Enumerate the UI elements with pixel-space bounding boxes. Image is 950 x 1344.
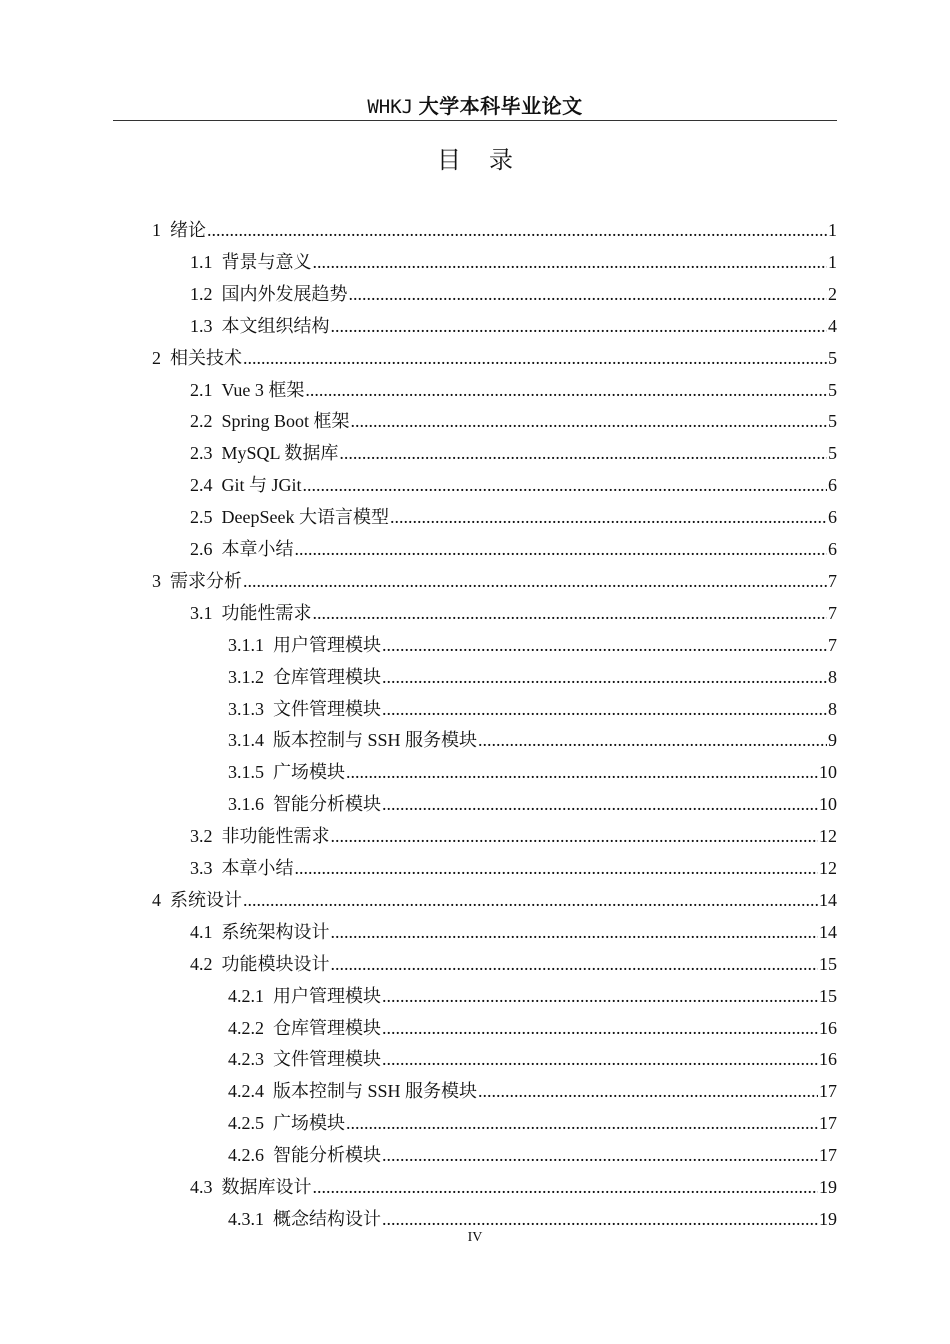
toc-entry-page: 12 [819, 826, 837, 847]
toc-entry-title: 需求分析 [170, 570, 242, 591]
toc-entry[interactable] [228, 788, 837, 820]
toc-entry[interactable] [228, 693, 837, 725]
toc-dot-leader [243, 884, 818, 916]
toc-entry-title: 功能性需求 [221, 602, 312, 623]
toc-entry-number: 1.2 [190, 283, 213, 304]
toc-entry-title: Spring Boot 框架 [221, 411, 350, 432]
toc-entry-page: 14 [819, 889, 837, 910]
toc-entry-number: 3.1.4 [228, 730, 264, 751]
toc-entry-number: 2.3 [190, 443, 213, 464]
toc-entry-page: 4 [828, 315, 837, 336]
toc-entry-title: 本文组织结构 [221, 315, 330, 336]
toc-entry[interactable] [190, 246, 837, 278]
toc-entry-page: 15 [819, 985, 837, 1006]
toc-entry-title: 本章小结 [221, 539, 294, 559]
toc-entry-page: 8 [828, 698, 837, 719]
toc-entry[interactable] [228, 980, 837, 1012]
toc-dot-leader [331, 310, 828, 342]
toc-dot-leader [243, 342, 827, 374]
toc-entry[interactable] [190, 501, 837, 533]
toc-entry-title: 本章小结 [221, 858, 294, 878]
toc-entry-page: 10 [819, 762, 837, 783]
toc-entry-number: 2.4 [190, 475, 213, 496]
toc-entry-number: 4.2.3 [228, 1049, 264, 1070]
toc-entry[interactable] [190, 597, 837, 629]
toc-entry-page: 7 [828, 602, 837, 623]
toc-entry[interactable] [228, 629, 837, 661]
toc-entry-page: 12 [819, 858, 837, 878]
toc-dot-leader [295, 852, 819, 884]
header-thesis-title: 大学本科毕业论文 [418, 94, 583, 118]
toc-dot-leader [313, 246, 828, 278]
toc-entry-number: 3.1.2 [228, 666, 264, 687]
toc-dot-leader [478, 724, 827, 756]
toc-entry-title: 广场模块 [273, 1113, 345, 1134]
toc-entry-title: 广场模块 [273, 762, 345, 783]
toc-entry-number: 2.2 [190, 411, 213, 432]
toc-entry-title: 功能模块设计 [221, 953, 330, 974]
toc-entry[interactable] [228, 724, 837, 756]
toc-entry-title: 背景与意义 [221, 251, 312, 272]
toc-entry[interactable] [190, 820, 837, 852]
toc-entry-number: 4.2.6 [228, 1145, 264, 1166]
toc-entry-number: 3.3 [190, 858, 213, 878]
toc-dot-leader [331, 916, 819, 948]
toc-entry[interactable] [190, 469, 837, 501]
toc-entry[interactable] [190, 405, 837, 437]
toc-entry-number: 4.3 [190, 1177, 213, 1197]
toc-entry[interactable] [228, 661, 837, 693]
toc-entry-page: 5 [828, 347, 837, 368]
toc-entry-number: 3.2 [190, 826, 213, 847]
toc-entry-number: 4.3.1 [228, 1208, 264, 1229]
toc-entry-number: 4.2.2 [228, 1017, 264, 1038]
toc-entry[interactable] [190, 310, 837, 342]
toc-dot-leader [331, 820, 819, 852]
toc-entry[interactable] [190, 1171, 837, 1203]
toc-entry-title: 非功能性需求 [221, 826, 330, 847]
toc-entry-page: 10 [819, 794, 837, 815]
toc-entry-page: 7 [828, 634, 837, 655]
toc-dot-leader [382, 788, 818, 820]
toc-dot-leader [382, 1139, 818, 1171]
toc-entry-page: 5 [828, 379, 837, 400]
toc-entry-number: 4.1 [190, 921, 213, 942]
toc-dot-leader [207, 214, 827, 246]
page-number-footer: IV [467, 1230, 483, 1245]
toc-entry-page: 9 [828, 730, 837, 751]
toc-entry[interactable] [190, 948, 837, 980]
toc-entry-page: 6 [828, 539, 837, 559]
toc-dot-leader [382, 980, 818, 1012]
toc-dot-leader [313, 597, 828, 629]
toc-entry-title: 仓库管理模块 [273, 666, 381, 687]
toc-dot-leader [382, 693, 827, 725]
toc-entry-page: 8 [828, 666, 837, 687]
toc-entry-title: Git 与 JGit [221, 475, 302, 496]
toc-dot-leader [303, 469, 827, 501]
toc-dot-leader [339, 437, 827, 469]
toc-entry-title: 系统设计 [170, 889, 242, 910]
toc-entry-number: 2.5 [190, 507, 213, 528]
toc-entry-title: 国内外发展趋势 [221, 283, 348, 304]
toc-entry-title: 仓库管理模块 [273, 1017, 381, 1038]
toc-entry[interactable] [190, 437, 837, 469]
toc-entry-number: 3.1.3 [228, 698, 264, 719]
toc-entry[interactable] [152, 884, 837, 916]
toc-entry-number: 4.2.1 [228, 985, 264, 1006]
toc-entry[interactable] [228, 756, 837, 788]
toc-entry-page: 19 [819, 1208, 837, 1229]
toc-dot-leader [349, 278, 828, 310]
toc-dot-leader [346, 1107, 818, 1139]
toc-heading: 目录 [437, 146, 541, 174]
toc-entry-number: 2 [152, 347, 161, 368]
toc-entry[interactable] [190, 852, 837, 884]
toc-entry-number: 3 [152, 570, 161, 591]
toc-entry[interactable] [190, 278, 837, 310]
toc-entry-number: 3.1.6 [228, 794, 264, 815]
toc-dot-leader [295, 533, 828, 565]
toc-entry[interactable] [228, 1075, 837, 1107]
toc-entry-number: 2.6 [190, 539, 213, 559]
toc-entry[interactable] [190, 916, 837, 948]
toc-dot-leader [382, 661, 827, 693]
toc-entry-title: 相关技术 [170, 347, 242, 368]
toc-entry-number: 2.1 [190, 379, 213, 400]
toc-entry-title: 文件管理模块 [273, 698, 381, 719]
toc-entry-number: 1.3 [190, 315, 213, 336]
toc-entry-page: 5 [828, 411, 837, 432]
toc-entry-title: 用户管理模块 [273, 985, 381, 1006]
toc-entry[interactable] [228, 1107, 837, 1139]
toc-entry-title: 数据库设计 [221, 1177, 312, 1197]
toc-entry-title: 版本控制与 SSH 服务模块 [273, 1081, 478, 1102]
toc-entry-page: 17 [819, 1081, 837, 1102]
toc-entry-number: 3.1.1 [228, 634, 264, 655]
toc-dot-leader [382, 1043, 818, 1075]
toc-entry-page: 16 [819, 1049, 837, 1070]
toc-entry-page: 1 [828, 220, 837, 240]
toc-entry-title: MySQL 数据库 [221, 443, 339, 464]
toc-dot-leader [351, 405, 827, 437]
toc-dot-leader [382, 629, 827, 661]
toc-entry-title: 概念结构设计 [273, 1208, 381, 1229]
toc-entry-title: 版本控制与 SSH 服务模块 [273, 730, 478, 751]
toc-entry-title: 智能分析模块 [273, 794, 381, 815]
toc-entry-page: 19 [819, 1177, 837, 1197]
toc-entry-number: 4 [152, 889, 161, 910]
toc-entry-title: 智能分析模块 [273, 1145, 381, 1166]
toc-dot-leader [390, 501, 827, 533]
toc-entry-title: Vue 3 框架 [221, 379, 305, 400]
toc-entry[interactable] [228, 1139, 837, 1171]
toc-entry[interactable] [152, 565, 837, 597]
toc-entry-number: 1 [152, 220, 161, 240]
toc-dot-leader [478, 1075, 818, 1107]
toc-dot-leader [346, 756, 818, 788]
toc-dot-leader [313, 1171, 819, 1203]
toc-dot-leader [382, 1012, 818, 1044]
toc-entry-number: 4.2.4 [228, 1081, 264, 1102]
toc-entry-title: 用户管理模块 [273, 634, 381, 655]
toc-entry-page: 17 [819, 1145, 837, 1166]
toc-entry-title: 文件管理模块 [273, 1049, 381, 1070]
toc-entry-page: 6 [828, 475, 837, 496]
toc-entry-title: 系统架构设计 [221, 921, 330, 942]
toc-dot-leader [305, 374, 827, 406]
toc-entry-page: 14 [819, 921, 837, 942]
toc-entry-number: 4.2 [190, 953, 213, 974]
toc-entry[interactable] [228, 1043, 837, 1075]
toc-dot-leader [331, 948, 819, 980]
toc-entry[interactable] [190, 533, 837, 565]
toc-entry-page: 15 [819, 953, 837, 974]
toc-entry-title: DeepSeek 大语言模型 [221, 507, 389, 528]
toc-entry[interactable] [190, 374, 837, 406]
toc-entry-number: 3.1 [190, 602, 213, 623]
toc-dot-leader [243, 565, 827, 597]
toc-entry-number: 4.2.5 [228, 1113, 264, 1134]
toc-entry-page: 1 [828, 251, 837, 272]
toc-entry[interactable] [228, 1012, 837, 1044]
toc-entry-page: 6 [828, 507, 837, 528]
toc-entry-number: 3.1.5 [228, 762, 264, 783]
header-university-code: WHKJ [367, 96, 414, 118]
toc-entry[interactable] [152, 214, 837, 246]
toc-entry-page: 16 [819, 1017, 837, 1038]
toc-entry-title: 绪论 [170, 220, 206, 240]
page-header [113, 92, 837, 121]
toc-entry-page: 7 [828, 570, 837, 591]
toc-entry-page: 5 [828, 443, 837, 464]
toc-entry[interactable] [152, 342, 837, 374]
toc-entry-page: 2 [828, 283, 837, 304]
toc-entry-page: 17 [819, 1113, 837, 1134]
toc-entry-number: 1.1 [190, 251, 213, 272]
